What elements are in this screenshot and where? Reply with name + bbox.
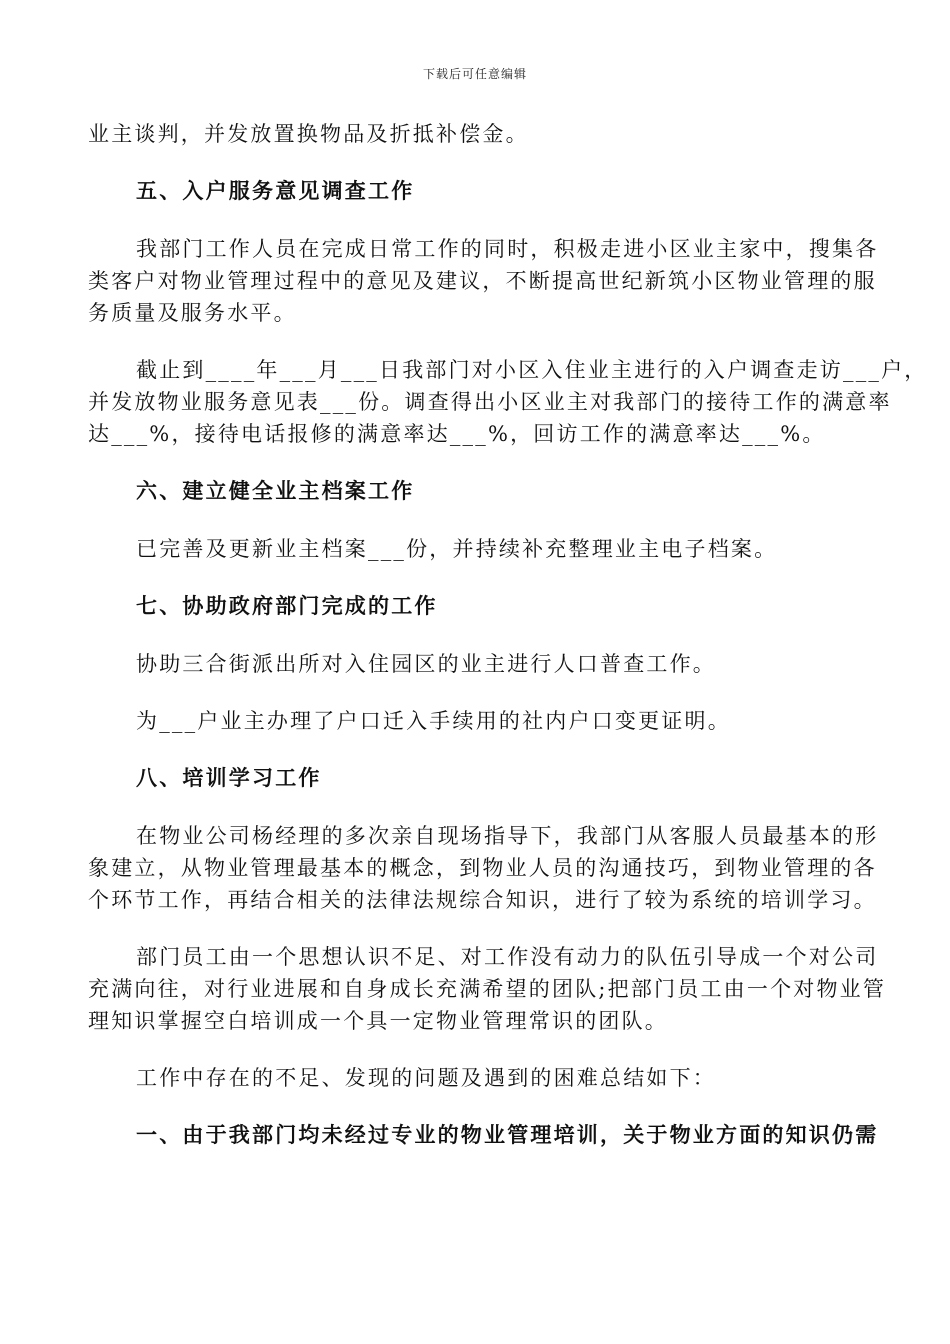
page-header: 下载后可任意编辑: [422, 67, 527, 81]
document-body: [88, 118, 928, 1177]
paragraph: [88, 354, 928, 450]
paragraph: [88, 820, 879, 916]
text-line: 业主谈判，并发放置换物品及折抵补偿金。: [88, 122, 529, 146]
text-line: 工作中存在的不足、发现的问题及遇到的困难总结如下：: [136, 1066, 716, 1090]
text-line: 理知识掌握空白培训成一个具一定物业管理常识的团队。: [88, 1009, 668, 1033]
text-line: 我部门工作人员在完成日常工作的同时，积极走进小区业主家中，搜集各: [136, 237, 879, 261]
text-line: 务质量及服务水平。: [88, 301, 297, 325]
paragraph: [88, 533, 864, 565]
section-heading: [88, 762, 864, 794]
paragraph: [88, 233, 879, 329]
paragraph: [88, 118, 864, 150]
paragraph: [88, 941, 887, 1037]
text-line: 充满向往，对行业进展和自身成长充满希望的团队;把部门员工由一个对物业管: [88, 977, 887, 1001]
text-line: 并发放物业服务意见表___份。调查得出小区业主对我部门的接待工作的满意率: [88, 390, 892, 414]
section-heading: [88, 475, 864, 507]
text-line: 象建立，从物业管理最基本的概念，到物业人员的沟通技巧，到物业管理的各: [88, 856, 877, 880]
paragraph: [88, 1062, 864, 1094]
section-heading: [88, 590, 864, 622]
text-line: 一、由于我部门均未经过专业的物业管理培训，关于物业方面的知识仍需: [136, 1122, 879, 1147]
text-line: 类客户对物业管理过程中的意见及建议，不断提高世纪新筑小区物业管理的服: [88, 269, 877, 293]
text-line: 已完善及更新业主档案___份，并持续补充整理业主电子档案。: [136, 537, 778, 561]
text-line: 为___户业主办理了户口迁入手续用的社内户口变更证明。: [136, 709, 731, 733]
text-line: 七、协助政府部门完成的工作: [136, 593, 438, 618]
text-line: 部门员工由一个思想认识不足、对工作没有动力的队伍引导成一个对公司: [136, 945, 879, 969]
text-line: 协助三合街派出所对入住园区的业主进行人口普查工作。: [136, 652, 716, 676]
text-line: 达___%，接待电话报修的满意率达___%，回访工作的满意率达___%。: [88, 422, 826, 446]
section-heading: [88, 1119, 879, 1151]
section-heading: [88, 175, 864, 207]
paragraph: [88, 648, 864, 680]
text-line: 五、入户服务意见调查工作: [136, 178, 415, 203]
text-line: 八、培训学习工作: [136, 765, 322, 790]
text-line: 六、建立健全业主档案工作: [136, 478, 415, 503]
text-line: 在物业公司杨经理的多次亲自现场指导下，我部门从客服人员最基本的形: [136, 824, 879, 848]
paragraph: [88, 705, 864, 737]
text-line: 个环节工作，再结合相关的法律法规综合知识，进行了较为系统的培训学习。: [88, 888, 877, 912]
text-line: 截止到____年___月___日我部门对小区入住业主进行的入户调查走访___户，: [136, 358, 928, 382]
